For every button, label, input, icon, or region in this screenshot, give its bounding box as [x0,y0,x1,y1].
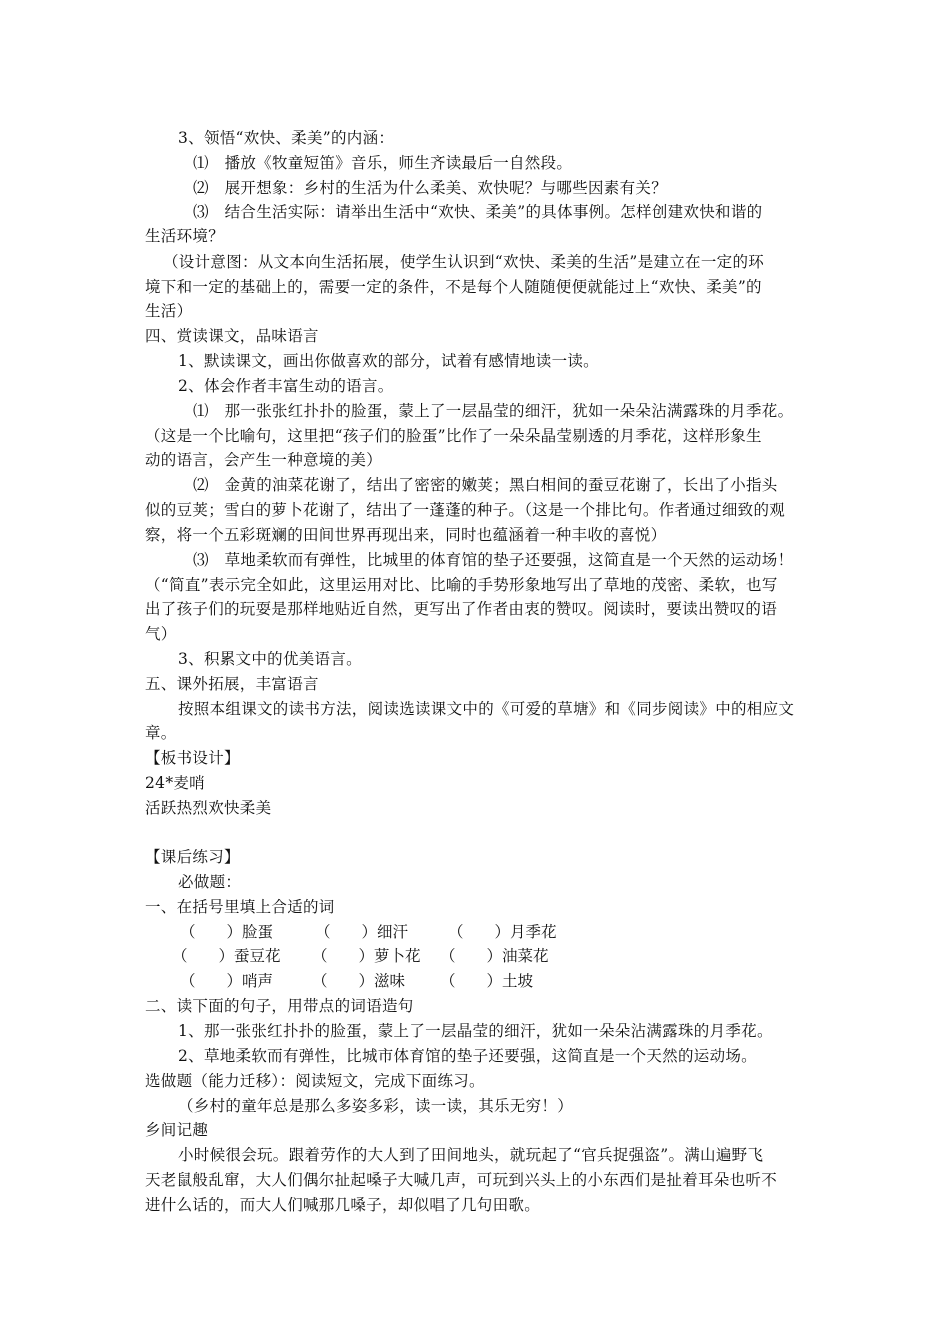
text-line: 境下和一定的基础上的，需要一定的条件，不是每个人随随便便就能过上“欢快、柔美”的 [145,278,762,296]
fill-blank-item: （ ）脸蛋 [180,923,274,941]
section-heading: 【课后练习】 [145,848,240,866]
text-line: 察，将一个五彩斑斓的田间世界再现出来，同时也蕴涵着一种丰收的喜悦） [145,526,667,544]
fill-blank-item: （ ）油菜花 [440,947,549,965]
text-line: 气） [145,625,177,643]
text-line: 1、那一张张红扑扑的脸蛋，蒙上了一层晶莹的细汗，犹如一朵朵沾满露珠的月季花。 [178,1022,773,1040]
passage-title: 乡间记趣 [145,1121,209,1139]
fill-blank-item: （ ）细汗 [315,923,409,941]
text-line: 天老鼠般乱窜，大人们偶尔扯起嗓子大喊几声，可玩到兴头上的小东西们是扯着耳朵也听不 [145,1171,778,1189]
text-line: 章。 [145,724,177,742]
text-line: 进什么话的，而大人们喊那几嗓子，却似唱了几句田歌。 [145,1196,541,1214]
fill-blank-item: （ ）土坡 [440,972,534,990]
text-line: （这是一个比喻句，这里把“孩子们的脸蛋”比作了一朵朵晶莹剔透的月季花，这样形象生 [145,427,762,445]
fill-blank-item: （ ）蚕豆花 [172,947,281,965]
text-line: 选做题（能力迁移）：阅读短文，完成下面练习。 [145,1072,485,1090]
section-heading: 【板书设计】 [145,749,240,767]
text-line: 3、积累文中的优美语言。 [178,650,362,668]
text-line: ⑶ 结合生活实际：请举出生活中“欢快、柔美”的具体事例。怎样创建欢快和谐的 [193,203,763,221]
text-line: 按照本组课文的读书方法，阅读选读课文中的《可爱的草塘》和《同步阅读》中的相应文 [178,700,795,718]
text-line: 2、体会作者丰富生动的语言。 [178,377,394,395]
text-line: 生活） [145,302,193,320]
text-line: 似的豆荚；雪白的萝卜花谢了，结出了一蓬蓬的种子。（这是一个排比句。作者通过细致的观 [145,501,786,519]
text-line: 3、领悟“欢快、柔美”的内涵： [178,129,395,147]
text-line: ⑵ 金黄的油菜花谢了，结出了密密的嫩荚；黑白相间的蚕豆花谢了，长出了小指头 [193,476,778,494]
section-heading: 二、读下面的句子，用带点的词语造句 [145,997,414,1015]
text-line: 必做题： [178,873,242,891]
section-heading: 五、课外拓展，丰富语言 [145,675,319,693]
text-line: ⑵ 展开想象：乡村的生活为什么柔美、欢快呢？与哪些因素有关？ [193,179,668,197]
text-line: 出了孩子们的玩耍是那样地贴近自然，更写出了作者由衷的赞叹。阅读时，要读出赞叹的语 [145,600,778,618]
text-line: ⑴ 播放《牧童短笛》音乐，师生齐读最后一自然段。 [193,154,573,172]
text-line: （“简直”表示完全如此，这里运用对比、比喻的手势形象地写出了草地的茂密、柔软，也写 [145,576,778,594]
fill-blank-item: （ ）哨声 [180,972,274,990]
section-heading: 四、赏读课文，品味语言 [145,327,319,345]
text-line: （设计意图：从文本向生活拓展，使学生认识到“欢快、柔美的生活”是建立在一定的环 [163,253,765,271]
text-line: 动的语言，会产生一种意境的美） [145,451,383,469]
text-line: 小时候很会玩。跟着劳作的大人到了田间地头，就玩起了“官兵捉强盗”。满山遍野飞 [178,1146,764,1164]
section-heading: 一、在括号里填上合适的词 [145,898,335,916]
text-line: 活跃热烈欢快柔美 [145,799,272,817]
text-line: ⑴ 那一张张红扑扑的脸蛋，蒙上了一层晶莹的细汗，犹如一朵朵沾满露珠的月季花。 [193,402,794,420]
fill-blank-item: （ ）萝卜花 [312,947,421,965]
fill-blank-item: （ ）月季花 [448,923,557,941]
text-line: （乡村的童年总是那么多姿多彩，读一读，其乐无穷！） [178,1097,574,1115]
text-line: ⑶ 草地柔软而有弹性，比城里的体育馆的垫子还要强，这简直是一个天然的运动场！ [193,551,794,569]
text-line: 生活环境？ [145,227,225,245]
fill-blank-item: （ ）滋味 [312,972,406,990]
text-line: 1、默读课文，画出你做喜欢的部分，试着有感情地读一读。 [178,352,599,370]
text-line: 2、草地柔软而有弹性，比城市体育馆的垫子还要强，这简直是一个天然的运动场。 [178,1047,757,1065]
text-line: 24*麦哨 [145,774,205,792]
